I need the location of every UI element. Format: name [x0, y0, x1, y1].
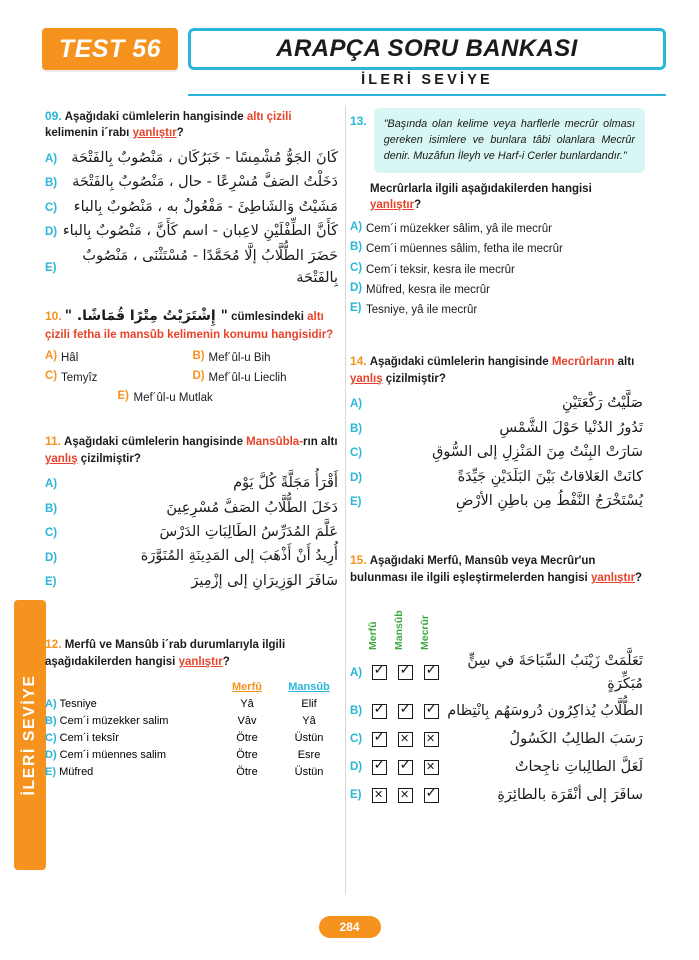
question-13-prompt: [370, 181, 645, 214]
question-12-number: 12.: [45, 637, 62, 652]
row-a-mansub: Elif: [301, 697, 317, 710]
option-a[interactable]: [350, 221, 645, 238]
side-tab: [14, 600, 46, 870]
page-title-box: [188, 28, 666, 70]
option-d-text: Müfred, kesra ile mecrûr: [366, 283, 490, 296]
matrix-header-merfu-label: Merfû: [367, 621, 379, 651]
question-13-prompt-part1: Mecrûrlarla ilgili aşağıdakilerden hangisi: [370, 182, 592, 195]
matrix-header-mansub-label: Mansûb: [393, 610, 405, 651]
option-a-text: Cem´i müzekker sâlim, yâ ile mecrûr: [366, 223, 552, 236]
checkbox-e-mecrur[interactable]: [418, 788, 444, 803]
table-row[interactable]: [45, 746, 340, 763]
option-c-text: مَشَيْتُ وَالشَاطِئَ - مَفْعُولٌ به ، مَنْصُوبٌ بِالباء: [73, 198, 338, 215]
row-e-mansub: Üstün: [294, 765, 324, 778]
question-11-options: [45, 472, 340, 592]
row-b-name: [45, 712, 216, 729]
option-a-label: A): [45, 349, 58, 362]
right-column: [350, 108, 645, 821]
row-c-mansub: Üstün: [294, 731, 324, 744]
test-badge: TEST 56: [42, 28, 178, 70]
question-10-arabic-quote: " إِشْتَرَيْتُ مِتْرًا قُمَاشًا. ": [64, 308, 228, 325]
matrix-row-d[interactable]: [350, 755, 645, 779]
option-c-text: عَلَّمَ المُدَرِّسُ الطَالِبَاتِ الدَرْسَ: [159, 524, 338, 541]
option-e-label: E): [350, 789, 362, 802]
row-d-merfu: Ötre: [236, 748, 258, 761]
option-c[interactable]: [45, 196, 340, 218]
option-b-label: B): [45, 177, 58, 190]
matrix-header-mecrur-label: Mecrûr: [419, 615, 431, 651]
option-b-text: Cem´i müennes sâlim, fetha ile mecrûr: [366, 243, 563, 256]
option-b-text: دَخَلَ الطُّلَّابُ الصَفَّ مُسْرِعِينَ: [166, 499, 338, 516]
question-09-prompt-highlight2: yanlıştır: [132, 127, 177, 140]
question-13: [350, 108, 645, 319]
question-14-prompt-highlight: Mecrûrların: [551, 356, 615, 369]
question-11: [45, 433, 340, 592]
option-a-label: A): [350, 666, 363, 679]
option-e[interactable]: [45, 570, 340, 592]
table-row[interactable]: [45, 695, 340, 712]
option-c-label: C): [45, 527, 58, 540]
option-e-text: يُسْتَخْرَجُ النَّفْطُ مِن باطِنِ الأرْضِ: [455, 493, 643, 509]
option-b-text: الطُّلَّابُ يُذاكِرُون دُروسَهُم بِانْتِظام: [447, 702, 643, 719]
row-c-label: C): [45, 731, 57, 744]
question-15-prompt-part2: ?: [635, 571, 643, 584]
option-d[interactable]: [45, 545, 340, 567]
question-15-matrix-header: [366, 596, 645, 650]
question-10-options: [45, 350, 340, 408]
option-a[interactable]: [45, 147, 340, 169]
question-09-prompt-part1: Aşağıdaki cümlelerin hangisinde: [64, 111, 247, 123]
question-10-prompt-part1: cümlesindeki: [227, 311, 308, 324]
question-09-prompt-part3: ?: [176, 127, 184, 140]
question-09-prompt-part2: kelimenin i´rabı: [45, 127, 133, 140]
option-e-label: E): [117, 390, 129, 403]
option-b-label: B): [192, 349, 205, 362]
checkbox-d-merfu[interactable]: [366, 760, 392, 775]
option-a-text: أَقْرَأُ مَجَلَّةً كُلَّ يَوْم: [233, 475, 338, 492]
question-13-number: 13.: [350, 114, 367, 128]
option-c[interactable]: [45, 521, 340, 543]
checkbox-d-mecrur[interactable]: [418, 760, 444, 775]
option-e[interactable]: [350, 490, 645, 512]
option-c[interactable]: [350, 262, 645, 279]
option-d-text: أُرِيدُ أَنْ أَذْهَبَ إلى المَدِينَةِ المُنَوَّرَة: [140, 548, 338, 565]
matrix-row-a[interactable]: [350, 650, 645, 695]
option-c[interactable]: [350, 441, 645, 463]
question-10-prompt-part2: fetha ile mansûb kelimenin konumu hangisidir?: [69, 329, 334, 342]
matrix-row-b[interactable]: [350, 699, 645, 723]
option-d-text: كَأَنَّ الطِّفْلَيْنِ لاعِبان - اسم كَأَنَّ ، مَنْصُوبٌ بِالباء: [62, 223, 338, 240]
question-12: [45, 636, 340, 780]
option-c-label: C): [350, 447, 363, 460]
checkbox-b-merfu[interactable]: [366, 704, 392, 719]
option-a-label: A): [45, 478, 58, 491]
checkbox-a-mecrur[interactable]: [418, 665, 444, 680]
question-12-prompt-part1: Merfû ve Mansûb i´rab durumlarıyla ilgili aşağıdakilerden hangisi: [45, 639, 286, 668]
question-11-prompt-part3: çizilmiştir?: [77, 452, 141, 465]
row-b-mansub: Yâ: [302, 714, 316, 727]
question-09-options: [45, 147, 340, 290]
row-e-name: [45, 763, 216, 780]
option-b[interactable]: [350, 417, 645, 439]
option-d-label: D): [45, 226, 58, 239]
row-a-merfu: Yâ: [240, 697, 254, 710]
option-d-text: Mef´ûl-u Lieclih: [208, 371, 287, 384]
option-e-text: سَافَرَ الوَزِيرَانِ إلى إزْمِيرَ: [191, 572, 338, 589]
option-d[interactable]: [350, 282, 645, 299]
question-11-prompt-highlight2: yanlış: [45, 452, 78, 465]
page-number-badge: 284: [319, 916, 381, 938]
option-b-label: B): [45, 502, 58, 515]
question-10: [45, 307, 340, 407]
option-c-label: C): [350, 261, 363, 274]
question-12-table: [45, 678, 340, 780]
option-d[interactable]: [193, 370, 341, 387]
row-c-text: Cem´i teksîr: [59, 731, 119, 744]
question-13-prompt-part2: ?: [414, 198, 422, 211]
option-a[interactable]: [45, 472, 340, 494]
option-d[interactable]: [45, 220, 340, 242]
question-14-options: [350, 392, 645, 512]
option-e-text: سافَرَ إلى أنْقَرَة بالطائِرَةِ: [497, 786, 643, 803]
row-e-text: Müfred: [59, 765, 94, 778]
page-subtitle: İLERİ SEVİYE: [361, 72, 493, 88]
row-b-label: B): [45, 714, 57, 727]
option-a-text: Hâl: [61, 351, 79, 364]
checkbox-a-merfu[interactable]: [366, 665, 392, 680]
option-d-text: لَعَلَّ الطالِباتِ ناجِحاتٌ: [514, 758, 643, 775]
question-13-quote: "Başında olan kelime veya harflerle mecrûr olması gereken isimlere ve bunlara tâbi olanlara Mecrûr denir. Muzâfun İleyh ve Harf-i Cerler bunlardandır.": [374, 108, 645, 173]
column-divider: [345, 105, 346, 895]
option-b-label: B): [350, 422, 363, 435]
checkbox-c-merfu[interactable]: [366, 732, 392, 747]
question-12-prompt-highlight: yanlıştır: [178, 655, 223, 668]
row-e-merfu: Ötre: [236, 765, 258, 778]
option-d-label: D): [350, 471, 363, 484]
option-e-text: حَضَرَ الطُّلَّابُ إلَّا مُحَمَّدًا - مُسْتَثْنَى ، مَنْصُوبٌ بِالفَتْحَة: [82, 247, 338, 286]
page-title: ARAPÇA SORU BANKASI: [276, 35, 578, 62]
row-c-merfu: Ötre: [236, 731, 258, 744]
row-b-text: Cem´i müzekker salim: [59, 714, 169, 727]
question-15-number: 15.: [350, 553, 367, 568]
question-13-prompt-highlight: yanlıştır: [370, 198, 415, 211]
table-row[interactable]: [45, 712, 340, 729]
checkbox-c-mansub[interactable]: [392, 732, 418, 747]
side-tab-label: İLERİ SEVİYE: [21, 674, 38, 796]
checkbox-e-merfu[interactable]: [366, 788, 392, 803]
question-15-prompt-highlight: yanlıştır: [590, 571, 636, 584]
question-10-number: 10.: [45, 309, 62, 324]
page-header: [36, 28, 666, 86]
question-13-options: [350, 221, 645, 319]
option-c-text: Temyîz: [61, 371, 98, 384]
row-b-merfu: Vâv: [237, 714, 257, 727]
option-a[interactable]: [350, 392, 645, 414]
left-column: [45, 108, 340, 794]
option-c-label: C): [45, 201, 58, 214]
row-d-label: D): [45, 748, 57, 761]
matrix-row-c[interactable]: [350, 727, 645, 751]
checkbox-d-mansub[interactable]: [392, 760, 418, 775]
option-a-text: كَانَ الجَوُّ مُشْمِسًا - خَبَرُكَان ، مَنْصُوبٌ بِالفَتْحَة: [71, 149, 338, 166]
question-09-number: 09.: [45, 109, 62, 123]
question-14-prompt-part1: Aşağıdaki cümlelerin hangisinde: [369, 356, 552, 369]
option-e[interactable]: [45, 245, 340, 290]
option-a-label: A): [350, 398, 363, 411]
option-d-label: D): [350, 761, 363, 774]
option-d[interactable]: [350, 466, 645, 488]
table-header-mansub: Mansûb: [288, 680, 330, 693]
question-11-number: 11.: [45, 434, 62, 449]
checkbox-e-mansub[interactable]: [392, 788, 418, 803]
checkbox-a-mansub[interactable]: [392, 665, 418, 680]
option-c-text: سَارَتْ البِنْتُ مِنَ المَنْزِلِ إلى السُّوقِ: [432, 444, 643, 461]
option-c-label: C): [350, 733, 363, 746]
question-12-prompt: [45, 636, 340, 670]
question-09-prompt-highlight: altı çizili: [246, 111, 292, 123]
option-c-label: C): [45, 369, 58, 382]
checkbox-b-mansub[interactable]: [392, 704, 418, 719]
option-b[interactable]: [45, 171, 340, 193]
option-a-text: صَلَّيْتُ رَكْعَتَيْنِ: [561, 395, 643, 412]
option-e-label: E): [45, 262, 57, 274]
table-header-blank: [45, 678, 216, 695]
row-d-text: Cem´i müennes salim: [59, 748, 167, 761]
option-b[interactable]: [193, 350, 341, 367]
question-15-prompt: [350, 552, 645, 586]
row-d-mansub: Esre: [297, 748, 321, 761]
row-c-name: [45, 729, 216, 746]
option-e[interactable]: [350, 302, 645, 319]
option-b-label: B): [350, 705, 363, 718]
question-11-prompt-part1: Aşağıdaki cümlelerin hangisinde: [64, 436, 247, 449]
checkbox-c-mecrur[interactable]: [418, 732, 444, 747]
option-c-text: رَسَبَ الطالِبُ الكَسُولُ: [509, 730, 643, 747]
option-b-text: Mef´ûl-u Bih: [208, 351, 271, 364]
option-d-label: D): [45, 551, 58, 564]
option-e-text: Mef´ûl-u Mutlak: [133, 392, 213, 405]
row-a-name: [45, 695, 216, 712]
question-10-prompt-highlight: altı çizili: [45, 311, 324, 342]
question-14: [350, 353, 645, 512]
question-09: [45, 108, 340, 289]
option-b-text: دَخَلْتُ الصَفَّ مُسْرِعًا - حال ، مَنْصُوبٌ بِالفَتْحَة: [72, 174, 338, 191]
option-a-label: A): [350, 221, 363, 234]
question-15-prompt-part1: Aşağıdaki Merfû, Mansûb veya Mecrûr'un bulunması ile ilgili eşleştirmelerden hangisi: [350, 555, 596, 584]
question-09-prompt: [45, 108, 340, 142]
row-e-label: E): [45, 765, 56, 778]
option-e-wrap: [45, 390, 340, 407]
matrix-header-merfu: [366, 596, 392, 650]
question-11-prompt-highlight: Mansûbla-: [246, 436, 304, 449]
option-e-label: E): [45, 576, 57, 589]
option-e-label: E): [350, 496, 362, 509]
matrix-header-mecrur: [418, 596, 444, 650]
table-header-merfu: Merfû: [232, 680, 262, 693]
option-a[interactable]: [45, 350, 193, 367]
option-e-text: Tesniye, yâ ile mecrûr: [366, 304, 478, 317]
question-11-prompt-part2: rın altı: [303, 436, 338, 449]
checkbox-b-mecrur[interactable]: [418, 704, 444, 719]
option-a-label: A): [45, 152, 58, 165]
option-c[interactable]: [45, 370, 193, 387]
table-row[interactable]: [45, 729, 340, 746]
question-11-prompt: [45, 433, 340, 467]
option-d-label: D): [192, 369, 205, 382]
option-b-text: تَدُورُ الدُنْيا حَوْلَ الشَّمْسِ: [499, 419, 643, 436]
question-14-prompt-highlight2: yanlış: [350, 372, 383, 385]
option-b[interactable]: [350, 241, 645, 258]
header-rule: [188, 94, 666, 96]
option-d-text: كانَتْ العَلاقاتُ بَيْنَ البَلَدَيْنِ جَيِّدَةً: [457, 468, 643, 485]
question-14-prompt-part3: çizilmiştir?: [382, 372, 446, 385]
row-a-label: A): [45, 697, 57, 710]
option-b-label: B): [350, 241, 363, 254]
matrix-row-e[interactable]: [350, 783, 645, 807]
option-c-text: Cem´i teksir, kesra ile mecrûr: [366, 263, 515, 276]
question-15: [350, 552, 645, 807]
row-d-name: [45, 746, 216, 763]
question-14-prompt: [350, 353, 645, 387]
question-14-number: 14.: [350, 354, 367, 369]
option-e-label: E): [350, 302, 362, 315]
question-14-prompt-part2: altı: [614, 356, 635, 369]
table-row[interactable]: [45, 763, 340, 780]
question-10-prompt: [45, 307, 340, 343]
option-e[interactable]: [118, 390, 268, 407]
option-b[interactable]: [45, 497, 340, 519]
option-a-text: تَعَلَّمَتْ زَيْنَبُ السِّبَاحَةَ في سِنٍّ مُبَكِّرَةٍ: [467, 653, 643, 692]
question-12-prompt-part2: ?: [222, 655, 230, 668]
option-d-label: D): [350, 281, 363, 294]
matrix-header-mansub: [392, 596, 418, 650]
table-header-row: [45, 678, 340, 695]
row-a-text: Tesniye: [59, 697, 97, 710]
